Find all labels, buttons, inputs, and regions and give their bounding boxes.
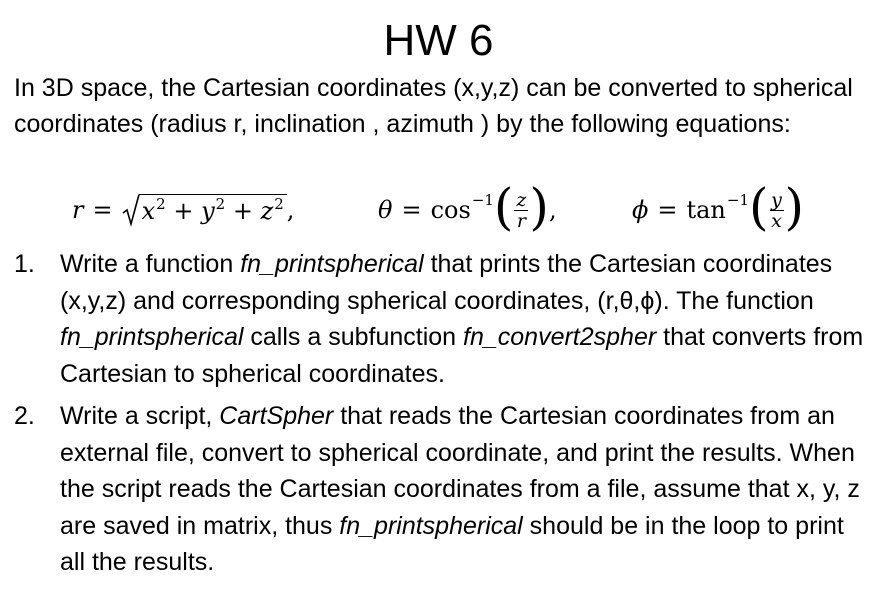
- function-name: fn_printspherical: [240, 250, 424, 278]
- item-text-part: that prints the Cartesian coordinates (x,y,z) and corresponding spherical coordinates, (r,θ,ϕ). The function: [60, 250, 833, 315]
- equation-radius: [72, 180, 294, 240]
- fraction-y-over-x: [770, 188, 784, 232]
- eq-r-comma: ,: [286, 196, 295, 224]
- eq-r-lhs: r: [72, 196, 84, 224]
- open-paren: (: [749, 178, 769, 236]
- radicand: [139, 194, 287, 227]
- item-text-part: Write a script,: [60, 402, 220, 430]
- power-x: 2: [156, 194, 166, 213]
- frac-num: y: [771, 188, 782, 211]
- eq-phi-fn: tan: [686, 196, 726, 224]
- item-text-part: that converts from Cartesian to spherical coordinates.: [60, 323, 864, 388]
- radicand-y: y: [201, 196, 215, 225]
- fraction-z-over-r: [514, 188, 528, 232]
- item-text-part: that reads the Cartesian coordinates from an external file, convert to spherical coordinate, and print the results. When the script reads the Cartesian coordinates from a file, assume that x, y, z are saved in matrix, thus: [60, 402, 860, 540]
- eq-theta-comma: ,: [548, 196, 557, 224]
- power-y: 2: [215, 194, 226, 213]
- function-name: fn_printspherical: [60, 323, 244, 351]
- task-list: [14, 246, 874, 587]
- eq-phi-exp: −1: [726, 191, 750, 209]
- function-name: fn_printspherical: [339, 511, 523, 540]
- close-paren: ): [784, 178, 805, 236]
- radicand-z: z: [260, 196, 274, 225]
- open-paren: (: [493, 178, 514, 236]
- equations: [0, 180, 877, 240]
- radicand-x: x: [141, 196, 156, 225]
- frac-num: z: [516, 188, 527, 211]
- eq-theta-equals: =: [401, 196, 422, 224]
- equation-inclination: [378, 180, 557, 240]
- power-z: 2: [274, 194, 284, 213]
- item-text-part: calls a subfunction: [243, 323, 464, 351]
- eq-r-equals: =: [92, 196, 113, 224]
- eq-theta-exp: −1: [471, 191, 494, 209]
- frac-den: x: [771, 209, 782, 232]
- equation-azimuth: [632, 180, 804, 240]
- item-number: 2.: [14, 402, 35, 430]
- eq-phi-lhs: ϕ: [632, 196, 649, 224]
- intro-paragraph: In 3D space, the Cartesian coordinates (x,y,z) can be converted to spherical coordinates (radius r, inclination , azimuth ) by the following equations:: [14, 74, 853, 138]
- item-number: 1.: [14, 250, 35, 278]
- function-name: fn_convert2spher: [463, 323, 657, 351]
- item-text-part: should be in the loop to print all the results.: [60, 511, 844, 576]
- item-text-part: Write a function: [60, 250, 241, 278]
- plus-2: +: [232, 196, 253, 225]
- frac-den: r: [516, 209, 526, 232]
- eq-theta-lhs: θ: [378, 196, 393, 224]
- close-paren: ): [529, 178, 549, 236]
- sqrt-symbol: [122, 193, 287, 227]
- eq-phi-equals: =: [657, 196, 678, 224]
- eq-theta-fn: cos: [430, 196, 471, 224]
- item-text: [60, 246, 874, 392]
- radical-sign-icon: [122, 193, 140, 227]
- page-title: HW 6: [383, 16, 494, 65]
- plus-1: +: [173, 196, 194, 225]
- list-item: [14, 398, 874, 581]
- list-item: [14, 246, 874, 392]
- item-text: [60, 398, 874, 581]
- script-name: CartSpher: [219, 402, 334, 430]
